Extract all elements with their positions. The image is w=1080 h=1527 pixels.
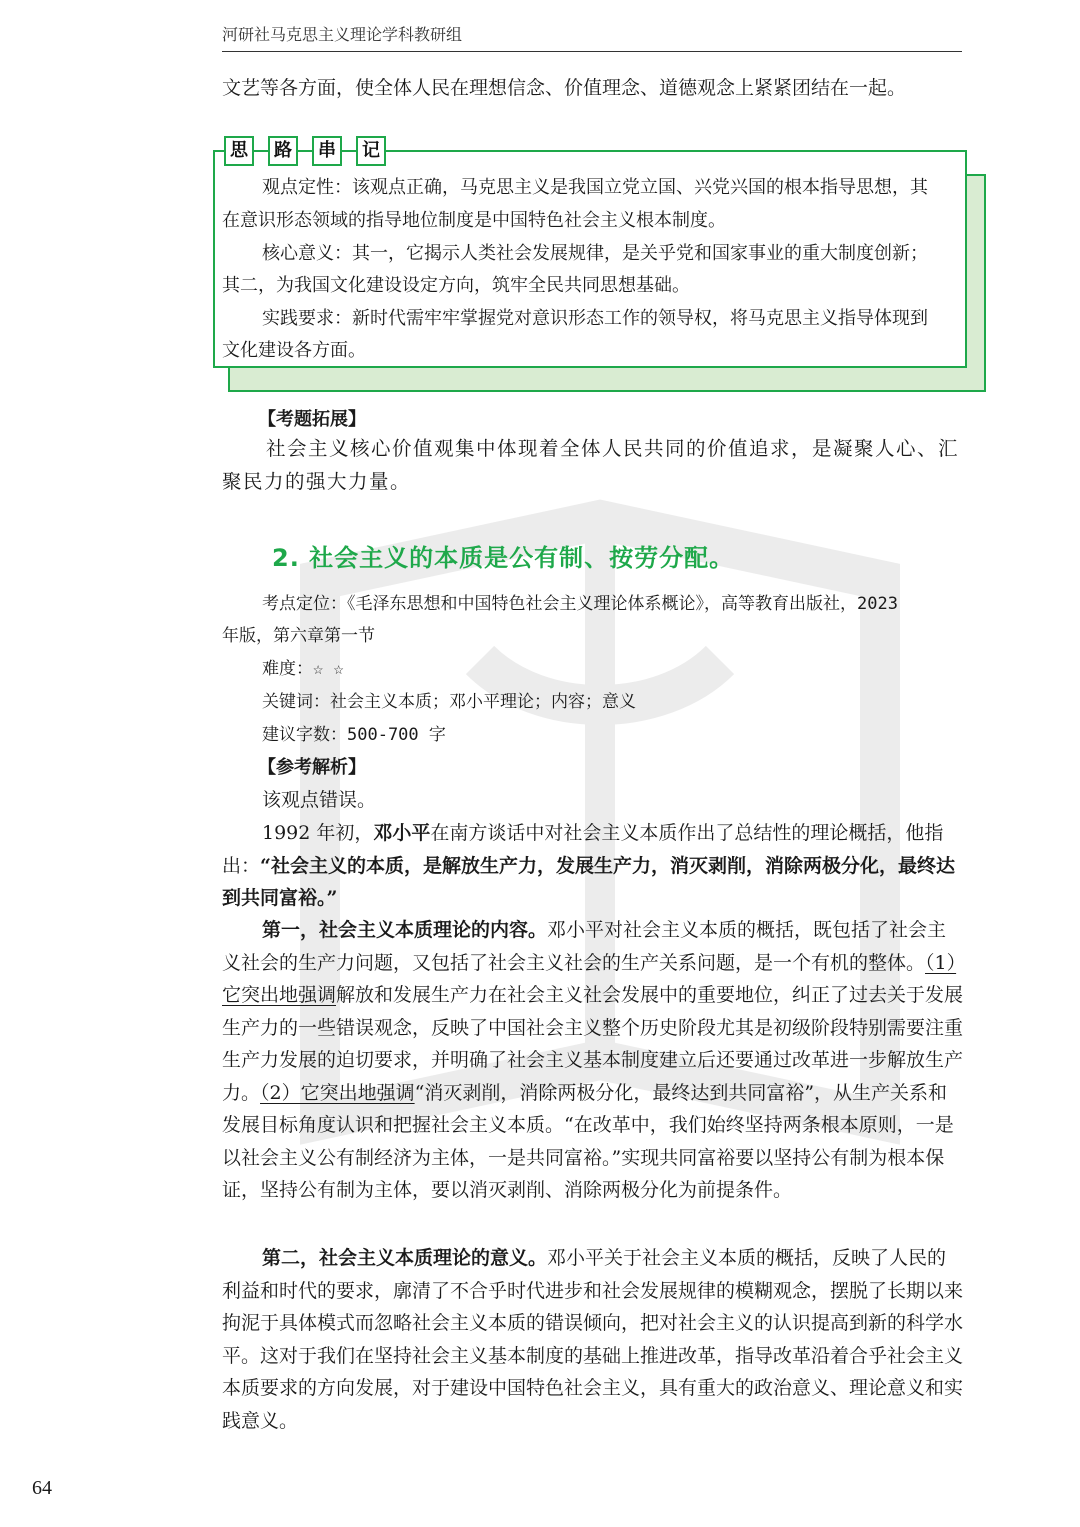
p1-text-c: 在南方谈话中对社会主义本质作出了总结性的理论概括，他指出： bbox=[222, 822, 944, 877]
idea-line-3: 核心意义：其一，它揭示人类社会发展规律，是关乎党和国家事业的重大制度创新； bbox=[262, 243, 928, 264]
section-title: 2. 社会主义的本质是公有制、按劳分配。 bbox=[272, 544, 735, 572]
p2-underline-1: （1）它突出地强调 bbox=[222, 951, 957, 1006]
idea-line-5: 实践要求：新时代需牢牢掌握党对意识形态工作的领导权，将马克思主义指导体现到 bbox=[262, 308, 928, 329]
idea-line-2: 在意识形态领域的指导地位制度是中国特色社会主义根本制度。 bbox=[222, 210, 726, 231]
keywords: 关键词：社会主义本质；邓小平理论；内容；意义 bbox=[262, 692, 636, 712]
extension-title: 【考题拓展】 bbox=[258, 409, 366, 430]
running-header: 河研社马克思主义理论学科教研组 bbox=[222, 22, 962, 52]
p3-text: 邓小平关于社会主义本质的概括，反映了人民的利益和时代的要求，廓清了不合乎时代进步和社会发展规律的模糊观念，摆脱了长期以来拘泥于具体模式而忽略社会主义本质的错误倾向，把对社会主义的认识提高到新的科学水平。这对于我们在坚持社会主义基本制度的基础上推进改革，指导改革沿着合乎社会主义本质要求的方向发展，对于建设中国特色社会主义，具有重大的政治意义、理论意义和实践意义。 bbox=[222, 1247, 964, 1432]
page-number: 64 bbox=[32, 1477, 52, 1499]
p2-text-b: 解放和发展生产力在社会主义社会发展中的重要地位，纠正了过去关于发展生产力的一些错误观念，反映了中国社会主义整个历史阶段尤其是初级阶段特别需要注重生产力发展的迫切要求，并明确了社会主义基本制度建立后还要通过改革进一步解放生产力。 bbox=[222, 984, 964, 1104]
paragraph-2 bbox=[222, 914, 964, 1207]
p2-lead: 第一，社会主义本质理论的内容。 bbox=[262, 919, 548, 941]
tab-chuan: 串 bbox=[312, 136, 342, 166]
tab-si: 思 bbox=[224, 136, 254, 166]
paragraph-1 bbox=[222, 817, 964, 915]
verdict: 该观点错误。 bbox=[262, 789, 377, 811]
p2-underline-2: （2）它突出地强调 bbox=[260, 1081, 415, 1104]
tab-lu: 路 bbox=[268, 136, 298, 166]
tab-ji: 记 bbox=[356, 136, 386, 166]
idea-box-tabs bbox=[224, 136, 386, 166]
p3-lead: 第二，社会主义本质理论的意义。 bbox=[262, 1247, 548, 1269]
word-count: 建议字数：500-700 字 bbox=[262, 725, 446, 745]
location-line: 考点定位：《毛泽东思想和中国特色社会主义理论体系概论》，高等教育出版社，2023 bbox=[262, 594, 898, 614]
p1-text-a: 1992 年初， bbox=[262, 822, 374, 844]
intro-line: 文艺等各方面，使全体人民在理想信念、价值理念、道德观念上紧紧团结在一起。 bbox=[222, 77, 907, 99]
idea-line-4: 其二，为我国文化建设设定方向，筑牢全民共同思想基础。 bbox=[222, 275, 690, 296]
difficulty: 难度：☆ ☆ bbox=[262, 659, 344, 679]
extension-text: 社会主义核心价值观集中体现着全体人民共同的价值追求，是凝聚人心、汇聚民力的强大力量。 bbox=[222, 437, 960, 493]
idea-line-1: 观点定性：该观点正确，马克思主义是我国立党立国、兴党兴国的根本指导思想，其 bbox=[262, 177, 928, 198]
p2-text-a: 邓小平对社会主义本质的概括，既包括了社会主义社会的生产力问题，又包括了社会主义社会的生产关系问题，是一个有机的整体。 bbox=[222, 919, 947, 974]
p1-person: 邓小平 bbox=[373, 822, 431, 844]
location-line-cont: 年版，第六章第一节 bbox=[222, 626, 375, 646]
paragraph-3 bbox=[222, 1242, 964, 1437]
analysis-title: 【参考解析】 bbox=[258, 757, 366, 778]
idea-line-6: 文化建设各方面。 bbox=[222, 340, 366, 361]
p1-quote: “社会主义的本质，是解放生产力，发展生产力，消灭剥削，消除两极分化，最终达到共同富裕。” bbox=[222, 854, 955, 909]
p2-text-c: “消灭剥削，消除两极分化，最终达到共同富裕”，从生产关系和发展目标角度认识和把握社会主义本质。“在改革中，我们始终坚持两条根本原则，一是以社会主义公有制经济为主体，一是共同富裕。”实现共同富裕要以坚持公有制为根本保证，坚持公有制为主体，要以消灭剥削、消除两极分化为前提条件。 bbox=[222, 1081, 954, 1201]
